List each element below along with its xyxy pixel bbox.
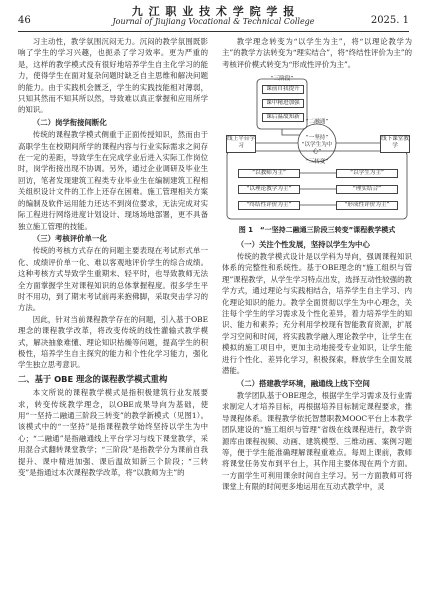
paragraph: 传统的考核方式存在的问题主要表现在考试形式单一化、成绩评价单一化、难以客观地评价学生的综合成绩。这种考核方式导致学生重期末、轻平时，也导致教师无法全方面掌握学生对课程知识的总体掌握程度。很多学生平时不用功，到了期末考试前再来抱佛脚，采取突击学习的方法。 — [18, 246, 208, 313]
three-stages-label: “三阶段” — [270, 76, 294, 83]
paragraph: 传统的教学模式设计是以学科为导向，强调课程知识体系的完整性和系统性。基于OBE理念的“施工组织与管理”课程教学，从学生学习特点出发，选择互动性较强的教学方式，通过理论与实践相结合，培养学生自主学习、内化理论知识的能力。教学全面贯彻以学生为中心理念，关注每个学生的学习需求及个性化差异，着力培养学生的知识、能力和素养；充分利用学校现有智能教育资源，扩展学习空间和时间，将实践教学融入理论教学中，让学生在模拟的施工项目中，更加主动地接受专业知识，让学生能进行个性化、差异化学习，积极探索，释放学生全面发展潜能。 — [222, 252, 412, 376]
change-1-from: “以教师为主” — [238, 169, 300, 178]
change-3-to: “形成性评价为主” — [336, 201, 398, 210]
right-column — [222, 36, 412, 493]
subheading: （一）关注个性发展，坚持以学生为中心 — [236, 239, 370, 249]
left-column — [18, 36, 208, 478]
one-insist-center: “一坚持” “以学生为中心” — [301, 135, 333, 156]
three-change-label: “三转变” — [305, 159, 329, 166]
change-2-from: “以理论教学为主” — [238, 185, 300, 194]
change-2-to: “理实结合” — [336, 185, 398, 194]
page-number: 46 — [18, 15, 31, 26]
subheading: （二）岗学衔接间断化 — [32, 117, 107, 127]
change-1-to: “以学生为主” — [336, 169, 398, 178]
page-header — [0, 0, 427, 34]
change-3-from: “终结性评价为主” — [238, 201, 300, 210]
header-rule — [18, 31, 409, 32]
journal-title-en: Journal of Jiujiang Vocational & Technical College — [112, 17, 315, 26]
stage-post-box: 课后温故知新 — [262, 113, 304, 122]
paragraph: 习主动性，教学氛围沉闷无力。沉闷的教学氛围既影响了学生的学习兴趣，也扼杀了学习效率。更为严重的是，这样的教学模式没有很好地培养学生自主化学习的能力，使得学生在面对复杂问题时缺乏自主思维和解决问题的能力。由于实践机会匮乏，学生的实践技能相对薄弱，只知其然而不知其所以然，导致难以真正掌握和应用所学的知识。 — [18, 37, 208, 115]
subheading: （三）考核评价单一化 — [32, 233, 107, 243]
paragraph: 本文所说的课程教学模式是指积极建筑行业发展要求，转变传统教学理念，以OBE成果导向为基础，使用“一坚持二融通三阶段三转变”的教学新模式（见图1）。该模式中的“一坚持”是指课程教学始终坚持以学生为中心；“二融通”是指融通线上平台学习与线下课堂教学，采用混合式翻转课堂教学；“三阶段”是指教学分为课前自我提升、课中精进加强、课后温故知新三个阶段；“三转变”是指通过本次课程教学改革，将“以教师为主”的 — [18, 388, 208, 478]
stage-pre-box: 课前自我提升 — [262, 85, 304, 94]
section-heading: 二、基于 OBE 理念的课程教学模式重构 — [18, 373, 168, 384]
paragraph: 教学理念转变为“以学生为主”，将“以理论教学为主”的教学方法转变为“理实结合”，将“终结性评价为主”的考核评价模式转变为“形成性评价为主”。 — [222, 37, 412, 69]
issue-number: 2025. 1 — [370, 15, 409, 26]
stage-mid-box: 课中精进加强 — [262, 99, 304, 108]
figure-diagram — [222, 73, 412, 223]
subheading: （二）搭建教学环境，融通线上线下空间 — [236, 378, 370, 388]
paragraph: 传统的课程教学模式侧重于正面传授知识，然而由于高职学生在校期间所学的课程内容与行业实际需求之间存在一定的差距，导致学生在完成学业后进入实际工作岗位时，岗学衔接出现不协调。另外，通过企业调研及毕业生回访，笔者发现建筑工程类专业毕业生在编制建筑工程相关组织设计文件的工作上还存在困难。施工管理相关方案的编制及软件运用能力还达不到岗位要求，无法完成对实际工程进行网络进度计划设计、现场场地部署，更不具备独立施工管理的技能。 — [18, 130, 208, 231]
online-platform-box: 线上平台学习 — [226, 135, 256, 153]
paragraph: 因此，针对当前课程教学存在的问题，引入基于OBE理念的课程教学改革，将改变传统的线性灌输式教学模式，解决抽象难懂、理论知识枯燥等问题，提高学生的积极性，培养学生自主探究的能力和个性化学习能力，强化学生独立思考意识。 — [18, 314, 208, 370]
paragraph: 教学团队基于OBE理念，根据学生学习需求及行业需求制定人才培养目标，再根据培养目标制定课程要求，推导课程体系。课程教学依托智慧职教MOOC平台上本教学团队建设的“施工组织与管理”省级在线课程进行，教学资源库由课程视频、动画、建筑模型、三维动画、案例习题等，便于学生能准确理解课程重难点。每周上课前，教师将课堂任务发布到平台上，其作用主要体现在两个方面。一方面学生可利用课余时间自主学习。另一方面教师可将课堂上有限的时间更多地运用在互动式教学中，灵 — [222, 390, 412, 492]
figure-caption: 图 1 “一坚持二融通三阶段三转变”课程教学模式 — [238, 226, 396, 235]
offline-class-box: 线下课堂教学 — [380, 135, 410, 153]
journal-title-cn: 九 江 职 业 技 术 学 院 学 报 — [131, 5, 296, 18]
two-merge-label: “二融通” — [305, 119, 329, 126]
